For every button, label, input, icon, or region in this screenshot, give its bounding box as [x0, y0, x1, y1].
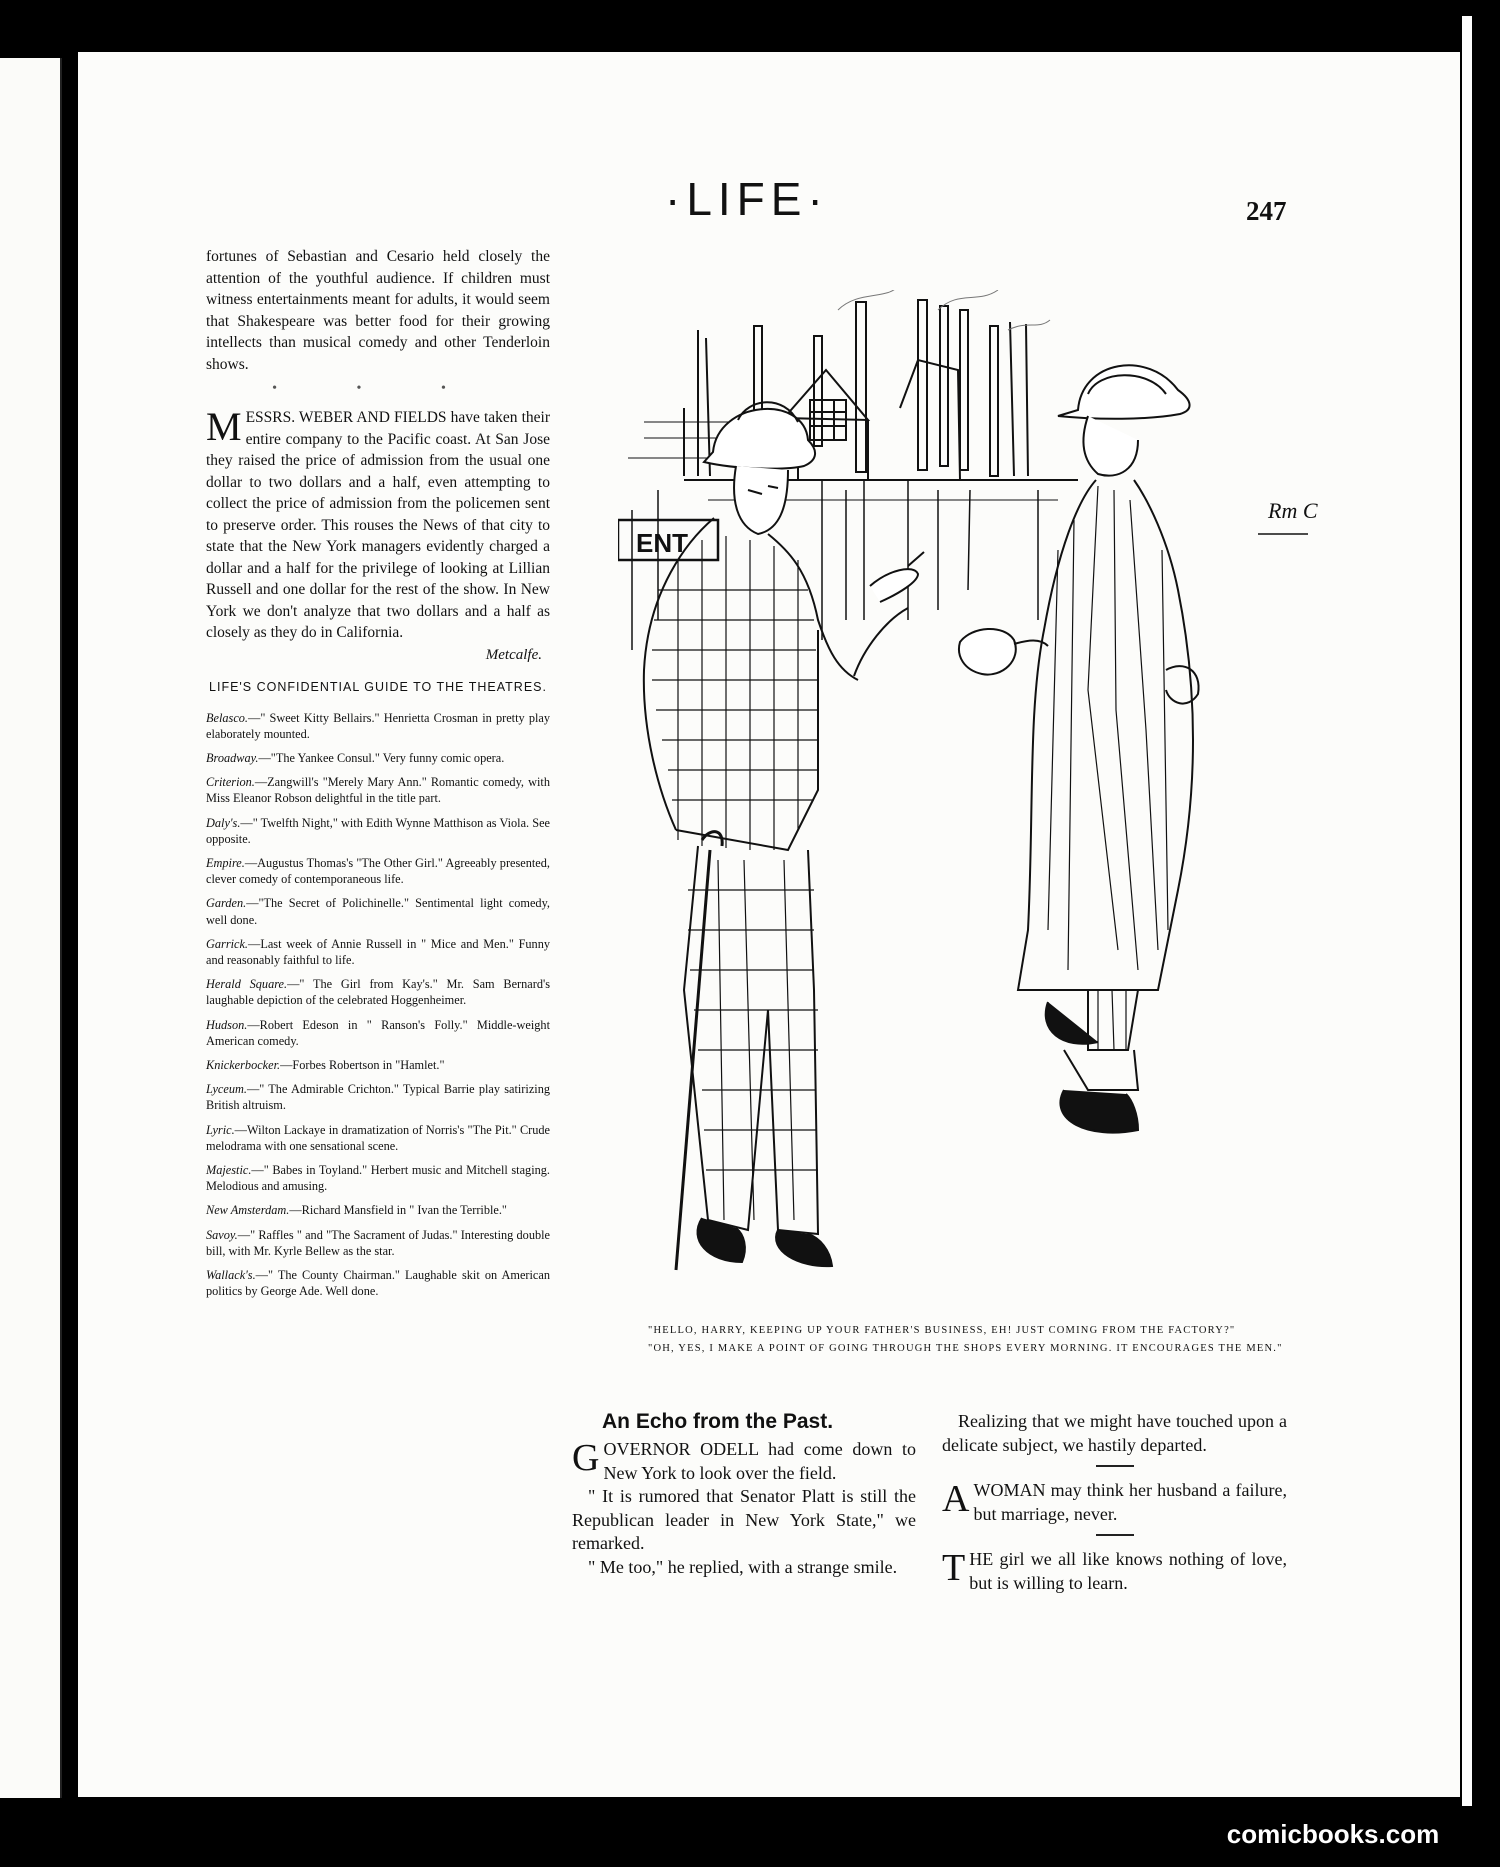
guide-entry-theatre: Majestic.: [206, 1162, 252, 1177]
artist-signature: Rm C: [1268, 498, 1318, 523]
paragraph-woman: [942, 1479, 1287, 1526]
guide-entry: [206, 976, 550, 1008]
caption-line-2: "OH, YES, I MAKE A POINT OF GOING THROUGH THE SHOPS EVERY MORNING. IT ENCOURAGES THE MEN.": [648, 1343, 1283, 1354]
guide-entry-theatre: Lyric.: [206, 1122, 235, 1137]
guide-entry-theatre: Garrick.: [206, 936, 249, 951]
divider-rule: [1096, 1465, 1134, 1467]
guide-entry-text: —" Raffles " and "The Sacrament of Judas." Interesting double bill, with Mr. Kyrle Bellew as the star.: [206, 1227, 550, 1258]
guide-entry-theatre: Broadway.: [206, 750, 259, 765]
guide-entry: [206, 1202, 550, 1218]
guide-entry: [206, 1162, 550, 1194]
paragraph-me-too: " Me too," he replied, with a strange smile.: [588, 1556, 898, 1577]
paragraph-realizing: Realizing that we might have touched upon a delicate subject, we hastily departed.: [942, 1411, 1287, 1455]
paragraph-woman-text: WOMAN may think her husband a failure, but marriage, never.: [973, 1480, 1287, 1524]
paragraph-odell-text: OVERNOR ODELL had come down to New York to look over the field.: [603, 1439, 916, 1483]
guide-entry: [206, 1267, 550, 1299]
guide-entry-theatre: Criterion.: [206, 775, 255, 790]
guide-entry: [206, 815, 550, 847]
guide-entry: [206, 1017, 550, 1049]
masthead: ·LIFE·: [665, 173, 829, 225]
guide-entry: [206, 774, 550, 806]
cartoon-illustration: [618, 290, 1322, 1280]
guide-entry-theatre: Lyceum.: [206, 1082, 247, 1097]
article-heading: An Echo from the Past.: [602, 1410, 834, 1433]
paragraph-girl: [942, 1548, 1287, 1595]
guide-entry-text: —"The Yankee Consul." Very funny comic opera.: [258, 750, 505, 765]
guide-entry-text: —Zangwill's "Merely Mary Ann." Romantic comedy, with Miss Eleanor Robson delightful in the title part.: [206, 775, 550, 806]
guide-entry: [206, 895, 550, 927]
paragraph-girl-text: HE girl we all like knows nothing of love, but is willing to learn.: [969, 1549, 1287, 1593]
right-column: [942, 1410, 1287, 1595]
middle-column: [572, 1410, 916, 1579]
guide-entry-theatre: Daly's.: [206, 815, 241, 830]
guide-entry-theatre: Knickerbocker.: [206, 1057, 281, 1072]
previous-page-edge: [0, 58, 62, 1798]
guide-entry: [206, 855, 550, 887]
guide-entry-text: —Richard Mansfield in " Ivan the Terrible.": [289, 1203, 507, 1218]
illustration-sign-text: ENT: [636, 528, 688, 558]
guide-entry-text: —Forbes Robertson in "Hamlet.": [280, 1057, 445, 1072]
watermark: comicbooks.com: [1208, 1813, 1458, 1855]
guide-entry-theatre: Belasco.: [206, 710, 249, 725]
guide-entry: [206, 1122, 550, 1154]
guide-entry-text: —Wilton Lackaye in dramatization of Norris's "The Pit." Crude melodrama with one sensational scene.: [206, 1122, 550, 1153]
guide-entry-theatre: Garden.: [206, 896, 247, 911]
divider-rule: [1096, 1534, 1134, 1536]
paragraph-fortunes: fortunes of Sebastian and Cesario held closely the attention of the youthful audience. If children must witness entertainments meant for adults, it would seem that Shakespeare was better food for their growing intellects than musical comedy and other Tenderloin shows.: [206, 248, 550, 373]
drop-cap-m: M: [206, 404, 242, 449]
guide-entry-text: —"The Secret of Polichinelle." Sentimental light comedy, well done.: [206, 896, 550, 927]
section-dots: • • •: [272, 381, 484, 396]
drop-cap-a: A: [942, 1478, 970, 1520]
drop-cap-t: T: [942, 1547, 966, 1589]
guide-entry-text: —" Babes in Toyland." Herbert music and Mitchell staging. Melodious and amusing.: [206, 1162, 550, 1194]
caption-line-1: "HELLO, HARRY, KEEPING UP YOUR FATHER'S BUSINESS, EH! JUST COMING FROM THE FACTORY?": [648, 1325, 1236, 1336]
guide-entry-text: —Robert Edeson in " Ranson's Folly." Middle-weight American comedy.: [206, 1017, 550, 1048]
page-number: 247: [1246, 196, 1287, 226]
guide-entry-text: —" The Admirable Crichton." Typical Barrie play satirizing British altruism.: [206, 1082, 550, 1113]
guide-entry-text: —" Twelfth Night," with Edith Wynne Matthison as Viola. See opposite.: [206, 815, 550, 846]
guide-entry-theatre: Empire.: [206, 855, 245, 870]
paragraph-platt: " It is rumored that Senator Platt is still the Republican leader in New York State," we remarked.: [572, 1486, 916, 1553]
guide-entry-theatre: Savoy.: [206, 1227, 238, 1242]
guide-entry-text: —Augustus Thomas's "The Other Girl." Agreeably presented, clever comedy of contemporaneous life.: [206, 855, 550, 887]
guide-entry: [206, 1057, 550, 1073]
guide-entry-text: —" The Girl from Kay's." Mr. Sam Bernard's laughable depiction of the celebrated Hoggenheimer.: [206, 977, 551, 1008]
guide-entry-theatre: Herald Square.: [206, 977, 288, 992]
drop-cap-g: G: [572, 1437, 600, 1479]
paragraph-weber-fields: [206, 404, 550, 644]
left-column: [206, 246, 550, 1307]
guide-entry: [206, 1081, 550, 1113]
guide-entry: [206, 1227, 550, 1259]
guide-entry: [206, 936, 550, 968]
cartoon-caption: [628, 1322, 1288, 1358]
next-page-edge: [1462, 16, 1472, 1806]
guide-entry-theatre: Hudson.: [206, 1017, 248, 1032]
paragraph-weber-fields-text: ESSRS. WEBER AND FIELDS have taken their entire company to the Pacific coast. At San Jose they raised the price of admission from the usual one dollar to two dollars and a half, even attempting to collect the price of admission from the policemen sent to preserve order. This rouses the News of that city to state that the New York managers evidently charged a dollar and a half for the privilege of looking at Lillian Russell and one dollar for the rest of the show. In New York we don't analyze that two dollars and a half as closely as they do in California.: [206, 409, 550, 641]
theatre-guide-list: [206, 710, 550, 1300]
guide-entry-text: —" The County Chairman." Laughable skit on American politics by George Ade. Well done.: [206, 1267, 550, 1299]
guide-entry-text: —" Sweet Kitty Bellairs." Henrietta Crosman in pretty play elaborately mounted.: [206, 710, 550, 741]
guide-heading: LIFE'S CONFIDENTIAL GUIDE TO THE THEATRES.: [209, 679, 547, 694]
guide-entry-theatre: New Amsterdam.: [206, 1203, 290, 1218]
guide-entry-theatre: Wallack's.: [206, 1267, 256, 1282]
paragraph-odell: [572, 1438, 916, 1485]
signature: Metcalfe.: [485, 646, 542, 663]
guide-entry-text: —Last week of Annie Russell in " Mice and Men." Funny and reasonably faithful to life.: [206, 936, 550, 967]
guide-entry: [206, 750, 550, 766]
guide-entry: [206, 710, 550, 742]
